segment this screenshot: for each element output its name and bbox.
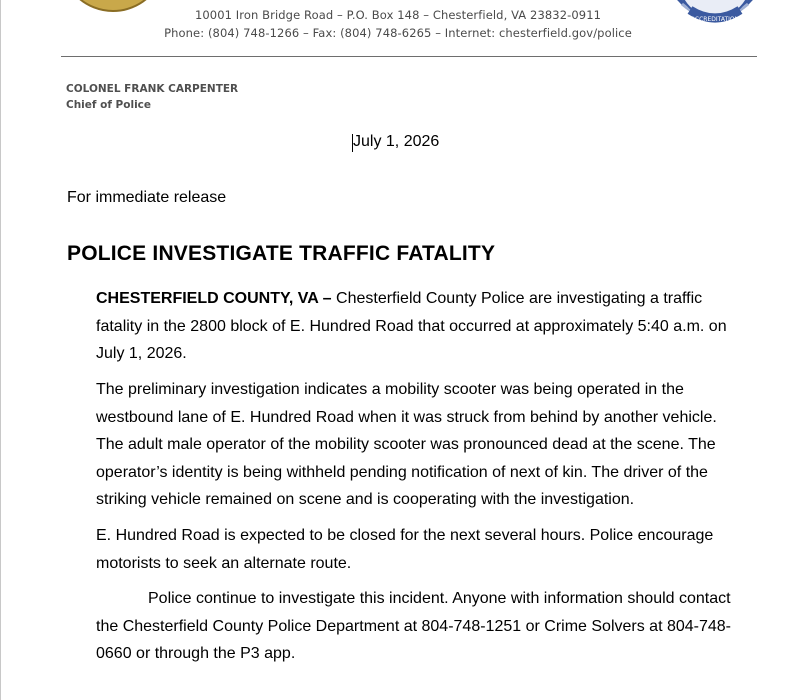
press-release-headline[interactable]: POLICE INVESTIGATE TRAFFIC FATALITY	[67, 242, 496, 265]
letterhead-address: 10001 Iron Bridge Road – P.O. Box 148 – Chesterfield, VA 23832-0911	[194, 8, 602, 22]
release-notice[interactable]: For immediate release	[67, 189, 227, 206]
letterhead-contact: Phone: (804) 748-1266 – Fax: (804) 748-6265 – Internet: chesterfield.gov/police	[164, 26, 632, 40]
paragraph-1-text: Chesterfield County Police are investigating a traffic fatality in the 2800 block of E. Hundred Road that occurred at approximately 5:40 a.m. on July 1, 2026.	[96, 290, 727, 362]
paragraph-4-text: Police continue to investigate this incident. Anyone with information should contact the Chesterfield County Police Department at 804-748-1251 or Crime Solvers at 804-748-0660 or through the P3 app.	[96, 590, 731, 662]
release-date[interactable]: July 1, 2026	[353, 133, 440, 150]
chief-name: COLONEL FRANK CARPENTER	[66, 83, 239, 95]
body-paragraph-4[interactable]	[96, 585, 736, 668]
header-divider	[61, 56, 757, 57]
body-paragraph-1[interactable]	[96, 285, 736, 368]
body-paragraph-3[interactable]: E. Hundred Road is expected to be closed for the next several hours. Police encourage motorists to seek an alternate route.	[96, 527, 714, 572]
body-paragraph-2[interactable]: The preliminary investigation indicates a mobility scooter was being operated in the westbound lane of E. Hundred Road when it was struck from behind by another vehicle. The adult male operator of the mobility scooter was pronounced dead at the scene. The operator’s identity is being withheld pending notification of next of kin. The driver of the striking vehicle remained on scene and is cooperating with the investigation.	[96, 381, 717, 508]
accreditation-text: ACCREDITATION	[690, 16, 740, 23]
page-edge	[0, 0, 1, 700]
accreditation-seal-logo	[672, 0, 758, 30]
chief-title: Chief of Police	[66, 99, 152, 111]
county-seal-logo	[60, 0, 166, 36]
dateline: CHESTERFIELD COUNTY, VA –	[96, 290, 337, 307]
